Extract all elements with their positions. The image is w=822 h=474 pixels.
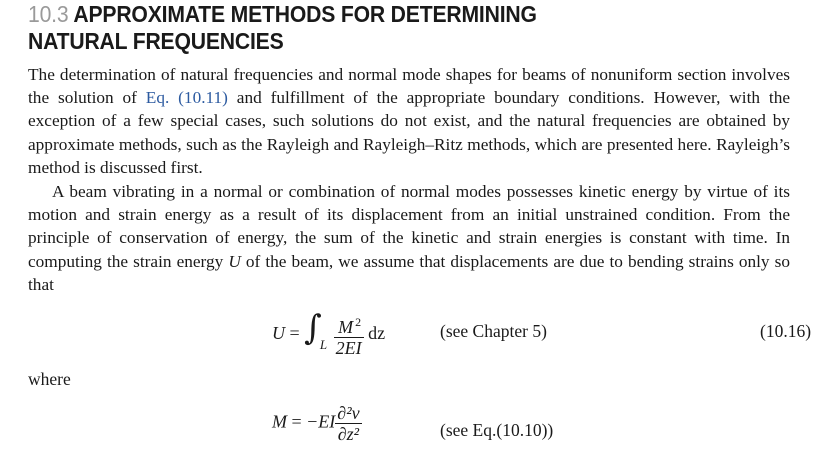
section-number: 10.3 <box>28 1 69 27</box>
eq2-denominator: ∂z² <box>337 424 360 444</box>
eq2-lhs: M <box>272 411 287 432</box>
where-text: where <box>28 369 71 389</box>
section-title-line2: NATURAL FREQUENCIES <box>28 28 284 54</box>
paragraph-energy <box>28 180 790 296</box>
strain-energy-symbol: U <box>228 251 241 271</box>
eq2-fraction <box>335 403 361 444</box>
equation-number: (10.16) <box>760 321 812 341</box>
paragraph-intro-text-cont: and fulfillment of the appropriate boundary conditions. However, with the exception of a few special cases, such solutions do not exist, and the natural frequencies are obtained by approximate methods, such as the Rayleigh and Rayleigh–Ritz methods, which are presented here. Rayleigh’s method is discussed first. <box>28 88 790 177</box>
equation-strain-energy <box>272 308 385 358</box>
paragraph-energy-text-cont: of the beam, we assume that displacements are due to bending strains only so that <box>28 251 790 294</box>
eq1-equals: = <box>289 323 300 343</box>
integral-symbol: ∫ <box>304 308 322 348</box>
eq2-equals: = <box>291 411 302 432</box>
paragraph-energy-text: A beam vibrating in a normal or combination of normal modes possesses kinetic energy by virtue of its motion and strain energy as a result of its displacement from an initial unstrained condition. From the principle of conservation of energy, the sum of the kinetic and strain energies is constant with time. In computing the strain energy <box>28 182 790 271</box>
eq1-numerator-power: 2 <box>355 314 362 329</box>
eq1-fraction <box>334 312 364 358</box>
section-title-line1: APPROXIMATE METHODS FOR DETERMINING <box>73 1 537 27</box>
paragraph-intro <box>28 63 790 179</box>
eq1-numerator: M <box>338 316 354 337</box>
integral-subscript: L <box>319 337 328 352</box>
paragraph-intro-text: The determination of natural frequencies and normal mode shapes for beams of nonuniform section involves the solution of <box>28 65 790 108</box>
section-heading <box>28 1 746 55</box>
eq1-lhs: U <box>272 323 285 343</box>
equation-reference-link[interactable]: Eq. (10.11) <box>145 88 228 108</box>
eq2-coefficient: −EI <box>306 411 336 432</box>
eq1-differential: dz <box>368 323 386 343</box>
eq1-note: (see Chapter 5) <box>440 321 547 341</box>
eq2-numerator: ∂²v <box>337 403 360 423</box>
equation-moment <box>272 403 362 444</box>
eq2-note: (see Eq.(10.10)) <box>440 420 554 440</box>
eq1-denominator: 2EI <box>335 337 362 358</box>
